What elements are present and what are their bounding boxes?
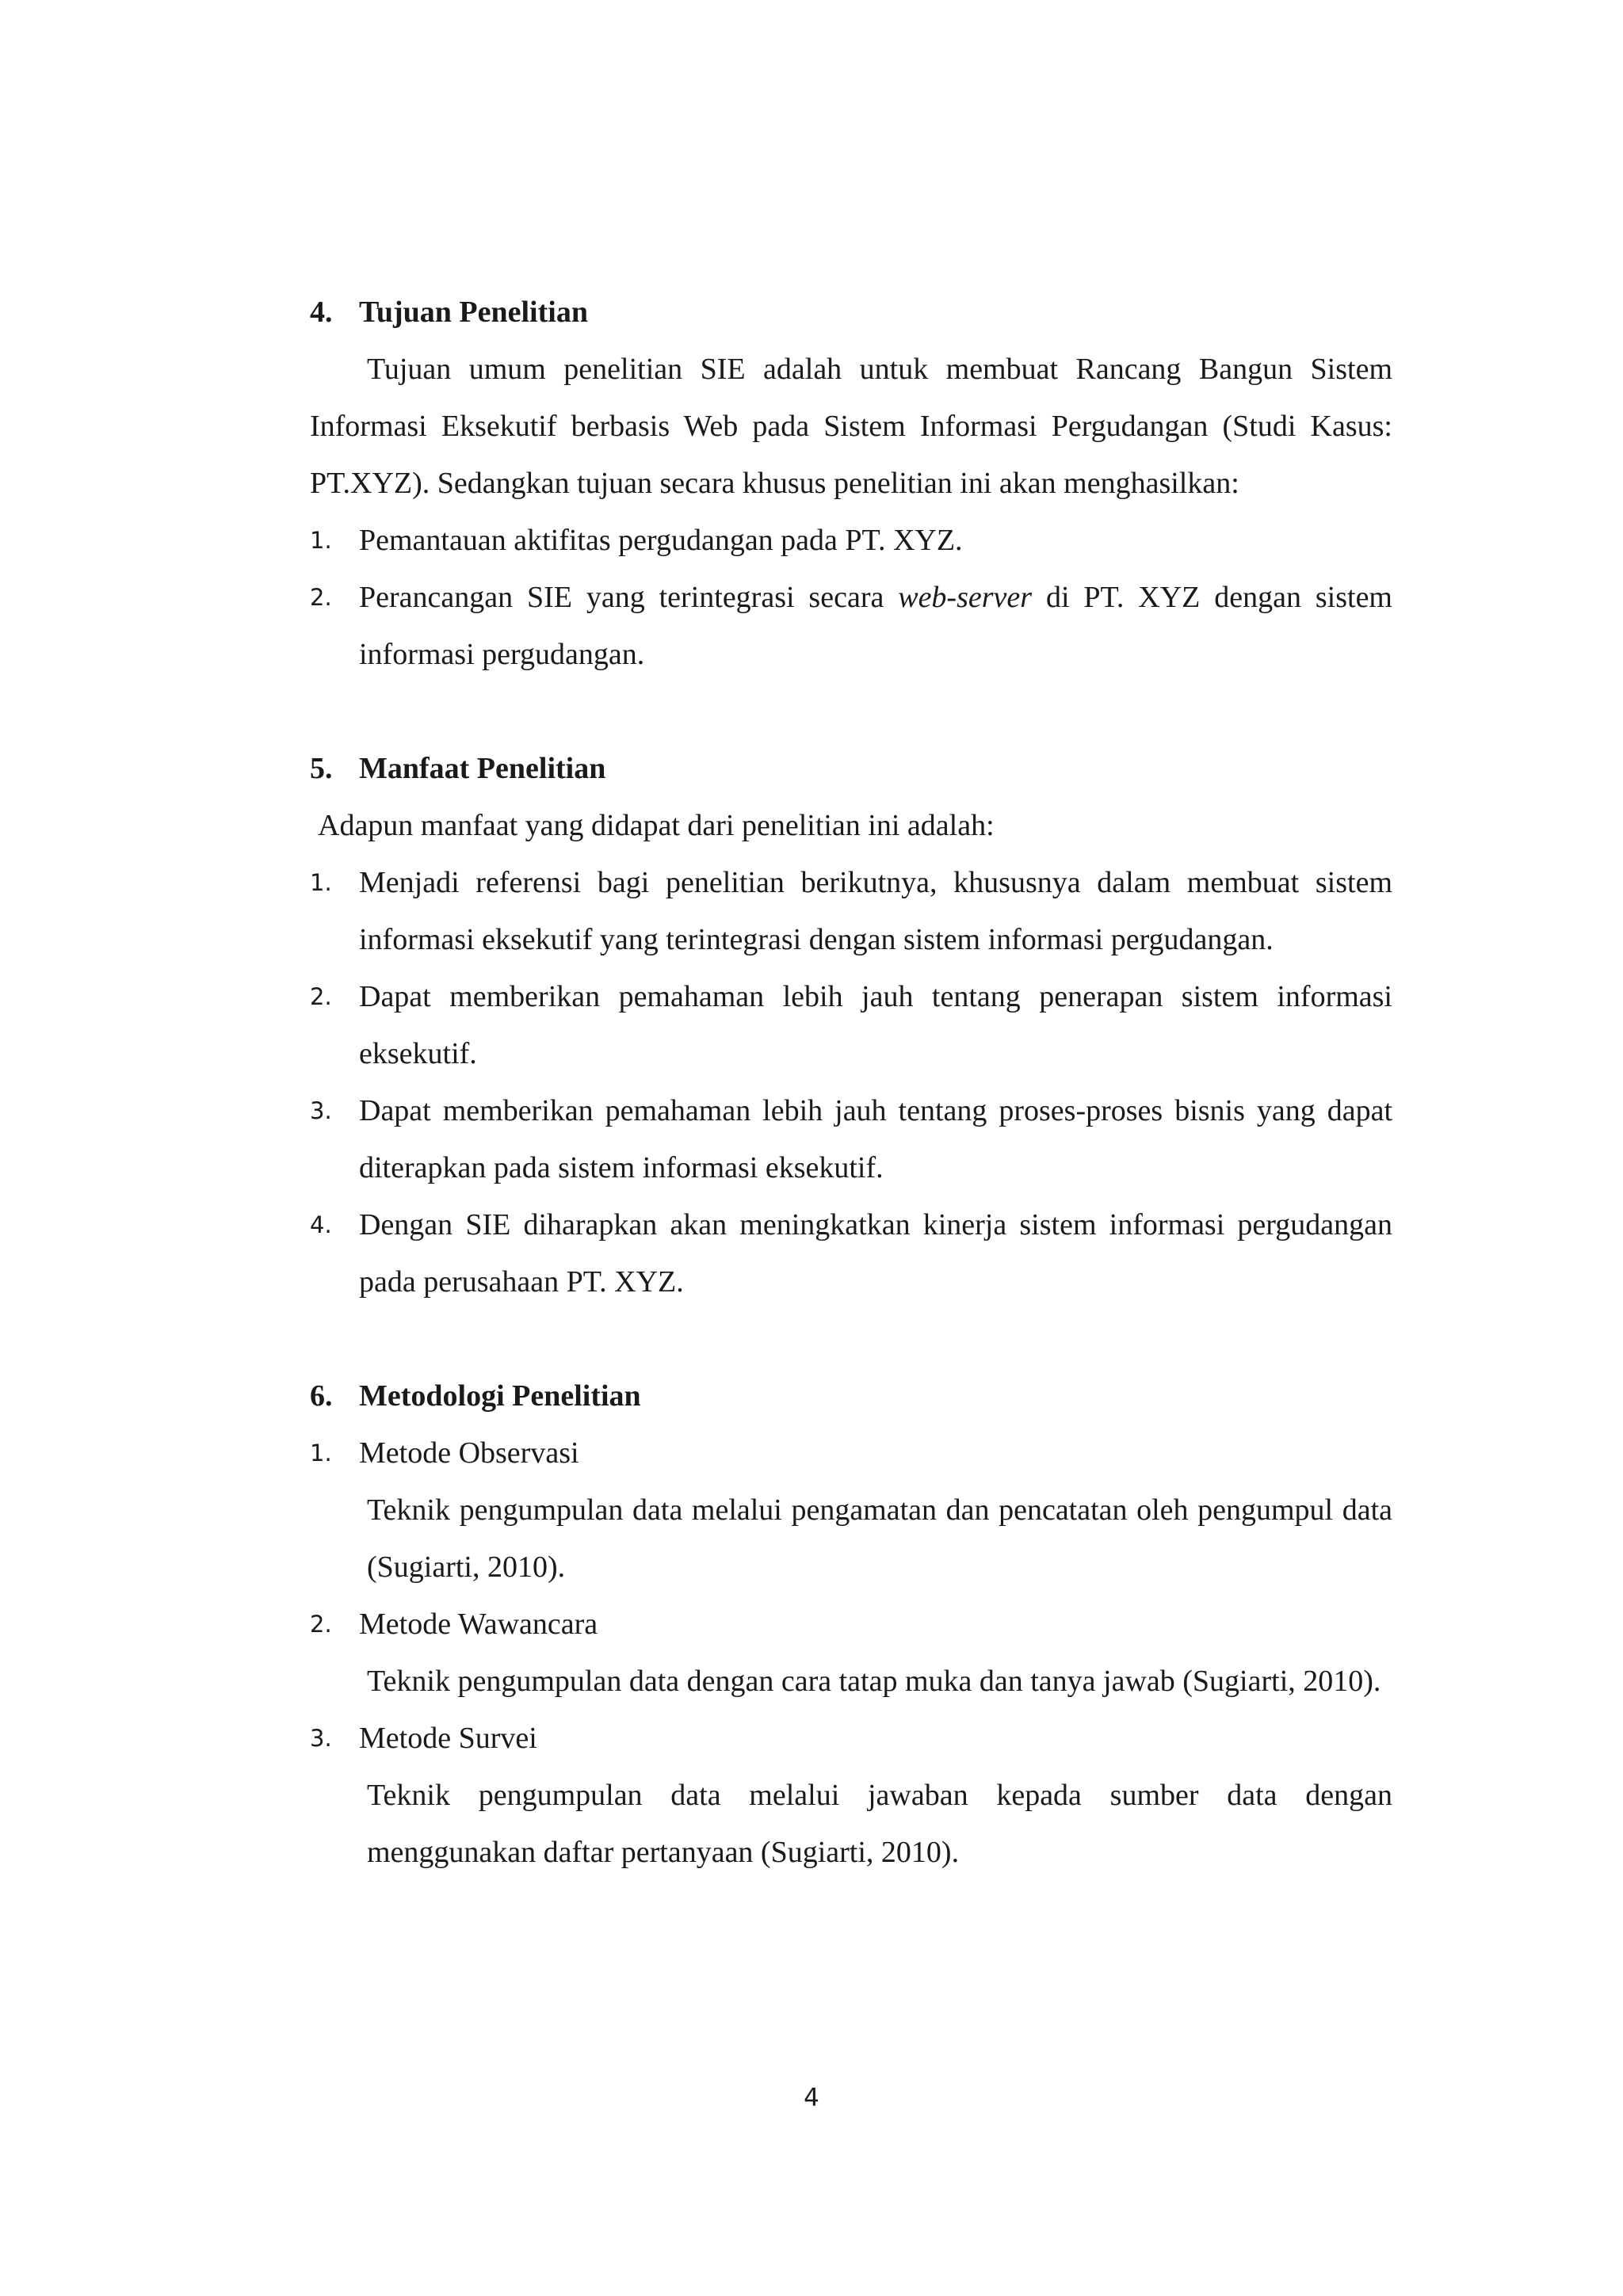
list-item [310,854,1392,968]
list-item-text: Menjadi referensi bagi penelitian berikutnya, khususnya dalam membuat sistem informasi eksekutif yang terintegrasi dengan sistem informasi pergudangan. [359,866,1392,956]
text-segment: Perancangan SIE yang terintegrasi secara [359,581,899,614]
section-intro: Adapun manfaat yang didapat dari penelitian ini adalah: [318,809,995,842]
method-description: Teknik pengumpulan data dengan cara tatap muka dan tanya jawab (Sugiarti, 2010). [367,1665,1381,1698]
method-label: Metode Wawancara [359,1608,598,1641]
list-item-text: Dapat memberikan pemahaman lebih jauh tentang proses-proses bisnis yang dapat diterapkan pada sistem informasi eksekutif. [359,1094,1392,1184]
list-item [310,968,1392,1082]
methods-list [310,1425,1392,1881]
section-heading [310,740,1392,797]
list-item-text: Dapat memberikan pemahaman lebih jauh tentang penerapan sistem informasi eksekutif. [359,980,1392,1070]
method-description: Teknik pengumpulan data melalui jawaban kepada sumber data dengan menggunakan daftar pertanyaan (Sugiarti, 2010). [367,1779,1392,1869]
list-marker: 1. [310,527,332,554]
list-item [310,1082,1392,1196]
section-metodologi-penelitian [310,1367,1392,1881]
list-item [310,512,1392,569]
list-item-text: Pemantauan aktifitas pergudangan pada PT. XYZ. [359,524,963,557]
section-number: 6. [310,1379,333,1413]
page-content [310,284,1392,1881]
list-marker: 3. [310,1097,332,1124]
section-number: 5. [310,752,333,785]
section-heading [310,1367,1392,1425]
list-item [310,569,1392,683]
list-marker: 2. [310,1611,332,1638]
section-title: Tujuan Penelitian [359,296,588,329]
section-number: 4. [310,296,333,329]
method-label: Metode Observasi [359,1436,579,1470]
list-marker: 1. [310,1440,332,1466]
page-number: 4 [804,2084,819,2112]
section-manfaat-penelitian [310,740,1392,1310]
list-marker: 2. [310,983,332,1010]
list-marker: 1. [310,869,332,896]
benefits-list [310,854,1392,1310]
list-marker: 3. [310,1725,332,1752]
list-item [310,1710,1392,1881]
list-item [310,1596,1392,1710]
list-item-text: Dengan SIE diharapkan akan meningkatkan kinerja sistem informasi pergudangan pada perusahaan PT. XYZ. [359,1208,1392,1299]
section-intro: Tujuan umum penelitian SIE adalah untuk membuat Rancang Bangun Sistem Informasi Eksekutif berbasis Web pada Sistem Informasi Pergudangan (Studi Kasus: PT.XYZ). Sedangkan tujuan secara khusus penelitian ini akan menghasilkan: [310,353,1392,500]
list-marker: 4. [310,1211,332,1238]
italic-term: web-server [898,581,1033,614]
text-segment: di PT. XYZ dengan sistem informasi pergudangan. [359,581,1392,671]
section-heading [310,284,1392,341]
section-tujuan-penelitian [310,284,1392,683]
list-item-text [359,569,1392,683]
section-title: Manfaat Penelitian [359,752,606,785]
list-marker: 2. [310,584,332,611]
method-label: Metode Survei [359,1722,537,1755]
section-title: Metodologi Penelitian [359,1379,641,1413]
list-item [310,1425,1392,1596]
objectives-list [310,512,1392,683]
method-description: Teknik pengumpulan data melalui pengamatan dan pencatatan oleh pengumpul data (Sugiarti, 2010). [367,1493,1392,1584]
list-item [310,1196,1392,1310]
